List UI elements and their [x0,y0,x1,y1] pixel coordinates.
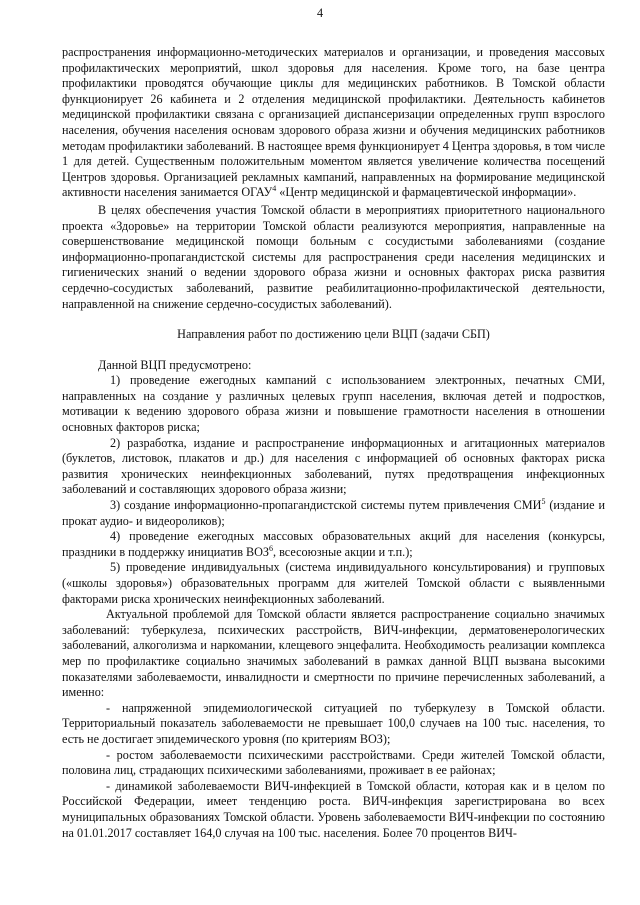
section-heading: Направления работ по достижению цели ВЦП (задачи СБП) [177,327,490,342]
paragraph-national-project: В целях обеспечения участия Томской области в мероприятиях приоритетного национального проекта «Здоровье» на территории Томской области реализуются мероприятия, направленные на совершенствование медицинской помощи больным с сосудистыми заболеваниями (создание информационно-пропагандистской системы для распространения среди населения медицинских и гигиенических знаний о ведении здорового образа жизни и основных факторах риска развития сердечно-сосудистых заболеваний, развитие реабилитационно-профилактической деятельности, направленной на снижение сердечно-сосудистых заболеваний). [62,202,605,311]
bullet-tuberculosis: - напряженной эпидемиологической ситуацией по туберкулезу в Томской области. Территориальный показатель заболеваемости не превышает 100,0 случаев на 100 тыс. населения, то есть не достигает эпидемического уровня (по критериям ВОЗ); [62,700,605,746]
footnote-ref: 5 [541,496,546,506]
list-item-2: 2) разработка, издание и распространение информационных и агитационных материалов (буклетов, листовок, плакатов и др.) для населения с информацией об основных факторах риска развития хронических неинфекционных заболеваний, путях предотвращения инфекционных заболеваний и составляющих здорового образа жизни; [62,435,605,497]
list-item-5: 5) проведение индивидуальных (система индивидуального консультирования) и групповых («школы здоровья») образовательных программ для жителей Томской области с выявленными факторами риска хронических неинфекционных заболеваний. [62,560,605,606]
footnote-ref: 6 [269,543,274,553]
paragraph-socially-significant: Актуальной проблемой для Томской области является распространение социально значимых заболеваний: туберкулеза, психических расстройств, ВИЧ-инфекции, дерматовенерологических заболеваний, алкоголизма и наркомании, клещевого энцефалита. Необходимость реализации комплекса мер по профилактике социально значимых заболеваний в рамках данной ВЦП вызвана высокими показателями заболеваемости, инвалидности и смертности по причине перечисленных заболеваний, а именно: [62,607,605,700]
list-item-1: 1) проведение ежегодных кампаний с использованием электронных, печатных СМИ, направленных на создание у различных целевых групп населения, включая детей и подростков, мотивации к ведению здорового образа жизни и повышение грамотности населения в отношении основных факторов риска; [62,373,605,435]
list-item-3 [62,498,605,529]
paragraph-text: распространения информационно-методических материалов и организации, и проведения массовых профилактических мероприятий, школ здоровья для населения. Кроме того, на базе центра профилактики проводятся обучающие циклы для медицинских работников. В Томской области функционирует 26 кабинета и 2 отделения медицинской профилактики. Деятельность кабинетов медицинской профилактики связана с организацией диспансеризации определенных групп взрослого населения, обучения населения основам здорового образа жизни и обучения медицинских работников методам профилактики заболеваний. В настоящее время функционирует 4 Центра здоровья, в том числе 1 для детей. Существенным положительным моментом является увеличение количества посещений Центров здоровья. Организацией рекламных кампаний, направленных на формирование медицинской активности населения занимается ОГАУ [62,45,605,200]
bullet-mental-disorders: - ростом заболеваемости психическими расстройствами. Среди жителей Томской области, половина лиц, страдающих психическими заболеваниями, проживает в ее районах; [62,747,605,778]
paragraph-prevention-centers [62,45,605,201]
list-intro: Данной ВЦП предусмотрено: [98,357,252,372]
page-number: 4 [316,6,324,20]
footnote-ref: 4 [272,184,277,194]
list-item-text: (издание и прокат аудио- и видеороликов); [62,498,605,528]
paragraph-text: «Центр медицинской и фармацевтической информации». [276,185,577,200]
bullet-hiv: - динамикой заболеваемости ВИЧ-инфекцией в Томской области, которая как и в целом по Российской Федерации, имеет тенденцию роста. ВИЧ-инфекция зарегистрирована во всех муниципальных образованиях Томской области. Уровень заболеваемости ВИЧ-инфекции по состоянию на 01.01.2017 составляет 164,0 случая на 100 тыс. населения. Более 70 процентов ВИЧ- [62,778,605,840]
list-item-text: , всесоюзные акции и т.п.); [273,544,413,559]
list-item-text: 4) проведение ежегодных массовых образовательных акций для населения (конкурсы, праздники в поддержку инициатив ВОЗ [62,529,605,559]
page-body [62,45,605,841]
list-item-text: 3) создание информационно-пропагандистской системы путем привлечения СМИ [110,498,542,513]
list-item-4 [62,529,605,560]
